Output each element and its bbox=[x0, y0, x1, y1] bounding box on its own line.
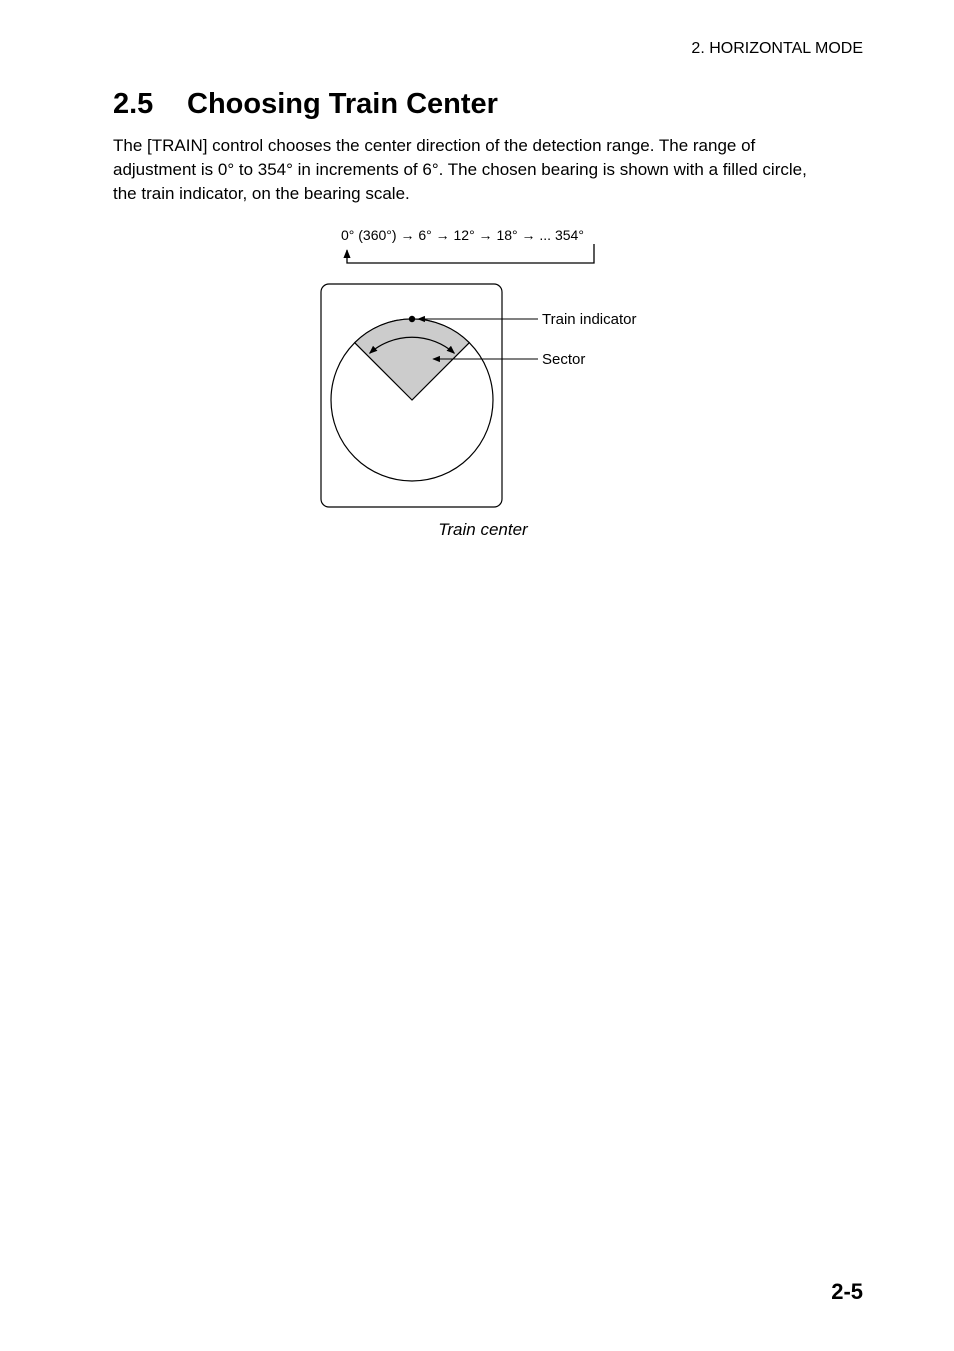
body-paragraph: The [TRAIN] control chooses the center direction of the detection range. The range of adjustment is 0° to 354° in increments of 6°. The chosen bearing is shown with a filled circle, the train indicator, on the bearing scale. bbox=[113, 136, 807, 203]
figure-caption: Train center bbox=[438, 520, 528, 539]
section-title-text: Choosing Train Center bbox=[187, 88, 498, 120]
section-number: 2.5 bbox=[113, 88, 154, 120]
train-center-diagram bbox=[300, 222, 680, 522]
section-title bbox=[113, 88, 498, 121]
sector-label: Sector bbox=[542, 351, 586, 368]
page-number: 2-5 bbox=[831, 1279, 863, 1304]
train-indicator-label: Train indicator bbox=[542, 311, 637, 328]
train-indicator-dot bbox=[409, 316, 415, 322]
sequence-return-line bbox=[347, 244, 594, 263]
train-center-figure bbox=[300, 222, 680, 552]
bearing-sequence-text: 0° (360°) → 6° → 12° → 18° → ... 354° bbox=[341, 227, 584, 243]
running-header: 2. HORIZONTAL MODE bbox=[691, 40, 863, 57]
